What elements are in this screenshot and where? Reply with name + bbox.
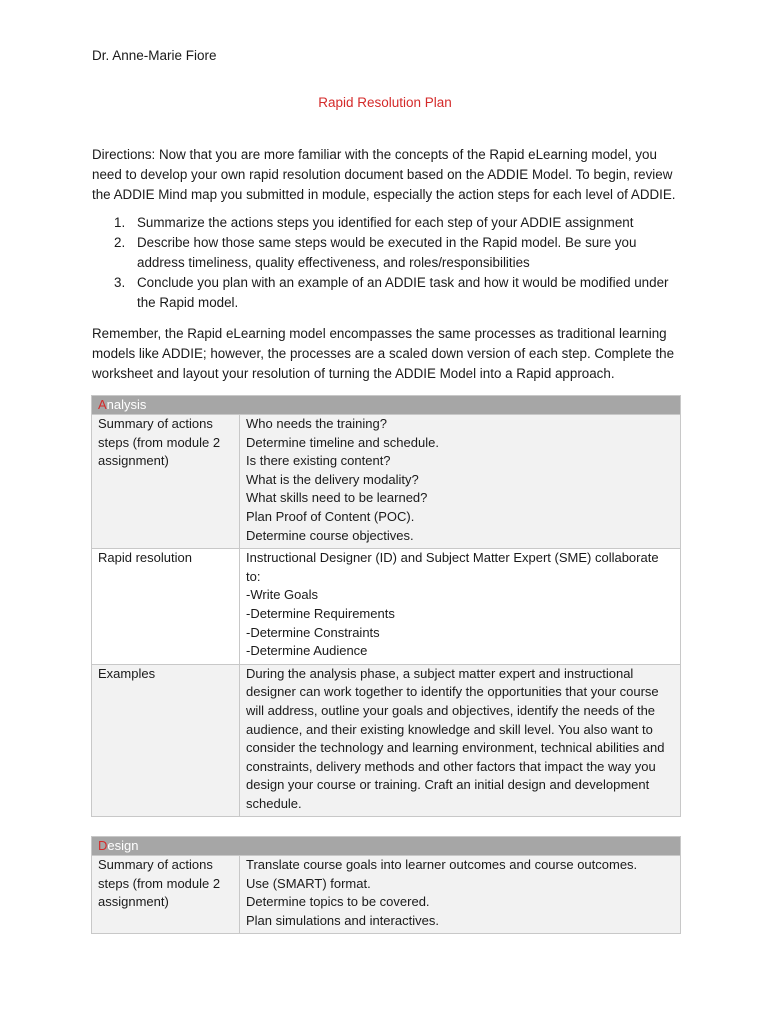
- list-item: [92, 213, 684, 233]
- header-initial: A: [98, 397, 107, 412]
- content-line: Plan Proof of Content (POC).: [246, 508, 415, 524]
- table-row: [92, 549, 681, 665]
- content-line: During the analysis phase, a subject matter expert and instructional designer can work together to identify the opportunities that your course will address, outline your goals and objectives, identify the needs of the audience, and their existing knowledge and skill level. You also want to consider the technology and learning environment, technical abilities and constraints, delivery methods and other factors that impact the way you design your course or training. Craft an initial design and development schedule.: [246, 665, 665, 811]
- list-text: Describe how those same steps would be executed in the Rapid model. Be sure you address timeliness, quality effectiveness, and roles/responsibilities: [137, 235, 637, 270]
- table-row: [92, 415, 681, 549]
- list-number: 3.: [114, 275, 126, 290]
- row-label: Examples: [92, 664, 240, 817]
- remember-paragraph: Remember, the Rapid eLearning model encompasses the same processes as traditional learning models like ADDIE; however, the processes are a scaled down version of each step. Complete the worksheet and layout your resolution of turning the ADDIE Model into a Rapid approach.: [92, 326, 675, 381]
- design-table: [91, 836, 681, 934]
- content-line: Determine course objectives.: [246, 527, 414, 543]
- content-line: Who needs the training?: [246, 416, 387, 431]
- content-line: -Write Goals: [246, 587, 318, 603]
- content-line: Determine topics to be covered.: [246, 894, 430, 910]
- analysis-header: [92, 396, 681, 415]
- row-label: Rapid resolution: [92, 549, 240, 665]
- table-header-row: [92, 837, 681, 856]
- content-line: -Determine Requirements: [246, 605, 395, 621]
- content-line: Plan simulations and interactives.: [246, 912, 439, 928]
- content-line: Translate course goals into learner outcomes and course outcomes.: [246, 857, 638, 872]
- list-number: 2.: [114, 235, 126, 250]
- row-content: [240, 856, 681, 934]
- header-rest: esign: [107, 838, 139, 853]
- content-line: Instructional Designer (ID) and Subject Matter Expert (SME) collaborate to:: [246, 550, 659, 584]
- content-line: Use (SMART) format.: [246, 875, 371, 891]
- document-title: Rapid Resolution Plan: [318, 95, 452, 110]
- header-rest: nalysis: [106, 397, 147, 412]
- header-initial: D: [98, 838, 108, 853]
- directions-paragraph: Directions: Now that you are more familiar with the concepts of the Rapid eLearning model, you need to develop your own rapid resolution document based on the ADDIE Model. To begin, review the ADDIE Mind map you submitted in module, especially the action steps for each level of ADDIE.: [92, 147, 676, 202]
- list-item: [92, 233, 684, 273]
- list-number: 1.: [114, 215, 126, 230]
- row-label: Summary of actions steps (from module 2 assignment): [92, 856, 240, 934]
- table-row: [92, 856, 681, 934]
- content-line: -Determine Constraints: [246, 624, 380, 640]
- list-text: Conclude you plan with an example of an ADDIE task and how it would be modified under the Rapid model.: [137, 275, 669, 310]
- row-content: [240, 664, 681, 817]
- list-item: [92, 273, 684, 313]
- list-text: Summarize the actions steps you identified for each step of your ADDIE assignment: [137, 215, 634, 230]
- content-line: What is the delivery modality?: [246, 471, 419, 487]
- content-line: Is there existing content?: [246, 453, 391, 469]
- row-content: [240, 549, 681, 665]
- table-header-row: [92, 396, 681, 415]
- row-content: [240, 415, 681, 549]
- design-header: [92, 837, 681, 856]
- author-name: Dr. Anne-Marie Fiore: [92, 48, 217, 63]
- content-line: What skills need to be learned?: [246, 490, 428, 506]
- row-label: Summary of actions steps (from module 2 assignment): [92, 415, 240, 549]
- steps-list: [92, 213, 684, 313]
- content-line: Determine timeline and schedule.: [246, 434, 439, 450]
- content-line: -Determine Audience: [246, 643, 368, 659]
- table-row: [92, 664, 681, 817]
- analysis-table: [91, 395, 681, 817]
